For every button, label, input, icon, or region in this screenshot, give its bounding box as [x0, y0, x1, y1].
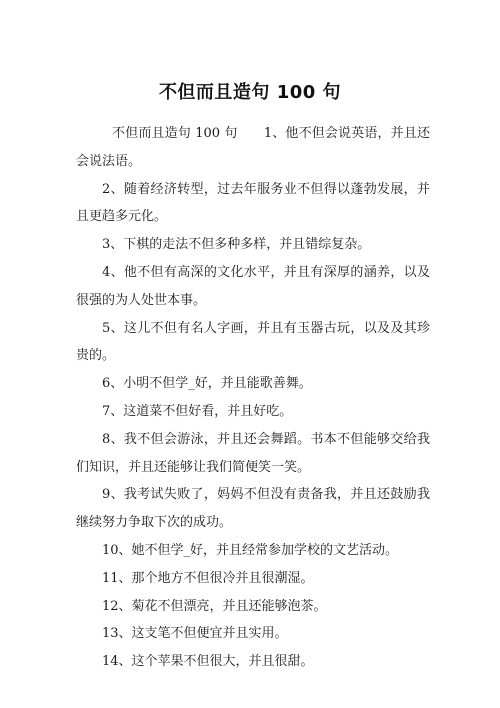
paragraph: 12、菊花不但漂亮，并且还能够泡茶。 [102, 598, 327, 614]
paragraph: 3、下棋的走法不但多种多样，并且错综复杂。 [102, 237, 371, 253]
document-body [76, 120, 430, 676]
paragraph: 10、她不但学_好，并且经常参加学校的文艺活动。 [102, 542, 399, 558]
paragraph: 8、我不但会游泳，并且还会舞蹈。书本不但能够交给我们知识，并且还能够让我们简便笑一笑。 [76, 431, 430, 475]
paragraph: 不但而且造句 100 句 1、他不但会说英语，并且还会说法语。 [76, 126, 430, 169]
paragraph: 7、这道菜不但好看，并且好吃。 [102, 403, 293, 419]
document-title: 不但而且造句 100 句 [158, 82, 342, 103]
paragraph: 6、小明不但学_好，并且能歌善舞。 [102, 376, 312, 392]
paragraph: 14、这个苹果不但很大，并且很甜。 [102, 654, 314, 670]
paragraph: 13、这支笔不但便宜并且实用。 [102, 626, 288, 642]
paragraph: 11、那个地方不但很冷并且很潮湿。 [102, 570, 314, 586]
paragraph: 5、这儿不但有名人字画，并且有玉器古玩，以及及其珍贵的。 [76, 320, 430, 364]
paragraph: 2、随着经济转型，过去年服务业不但得以蓬勃发展，并且更趋多元化。 [76, 181, 430, 225]
paragraph: 9、我考试失败了，妈妈不但没有责备我，并且还鼓励我继续努力争取下次的成功。 [76, 487, 430, 531]
paragraph: 4、他不但有高深的文化水平，并且有深厚的涵养，以及很强的为人处世本事。 [76, 264, 430, 308]
